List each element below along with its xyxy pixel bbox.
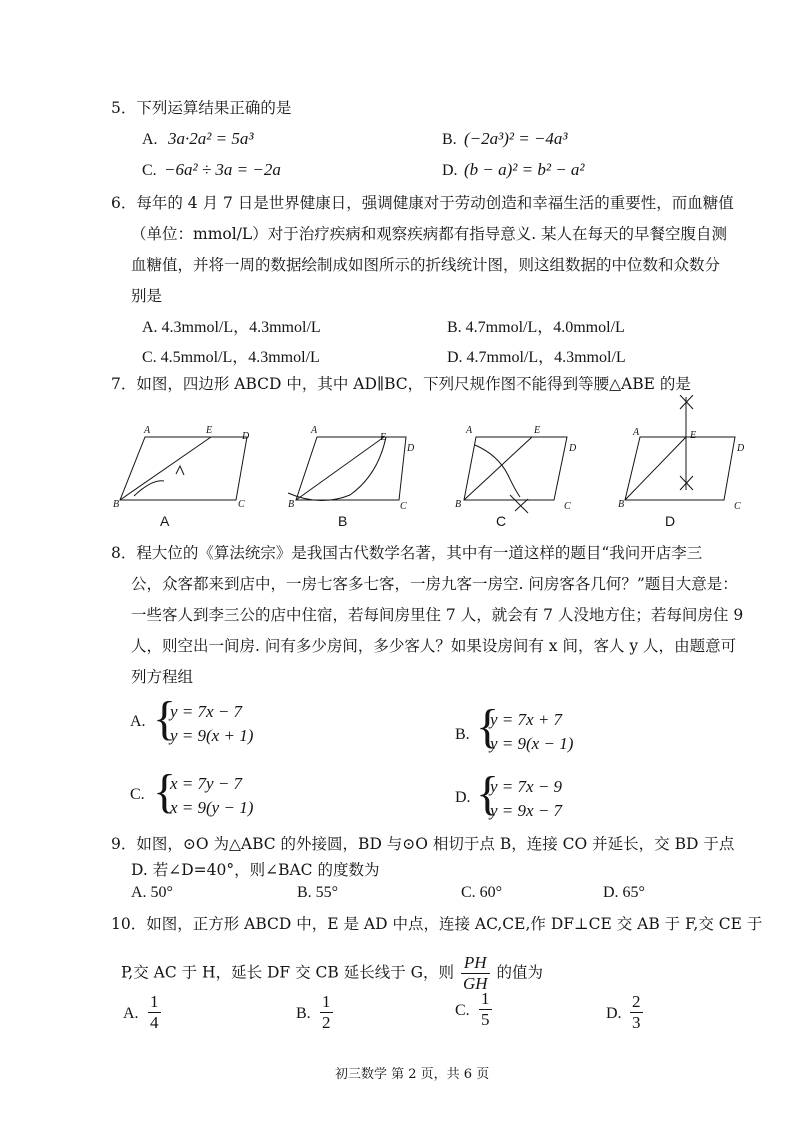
q6-line-1: 6．每年的 4 月 7 日是世界健康日，强调健康对于劳动创造和幸福生活的重要性，而血糖值 — [111, 194, 734, 212]
q7-c-vertex-a: A — [466, 425, 473, 436]
q10-option-c-letter: C. — [455, 1002, 470, 1019]
q10-option-d-fraction — [630, 992, 643, 1033]
q6-option-d: D. 4.7mmol/L，4.3mmol/L — [447, 349, 626, 366]
q7-figure-a — [120, 437, 247, 500]
q7-b-vertex-c: C — [400, 501, 407, 512]
q7-b-vertex-d: D — [407, 443, 415, 454]
q8-option-c-letter: C. — [130, 786, 145, 803]
q10-option-a-den: 4 — [150, 1013, 159, 1032]
q8-option-b-eq2: y = 9(x − 1) — [490, 734, 574, 753]
q6-line-2: （单位：mmol/L）对于治疗疾病和观察疾病都有指导意义. 某人在每天的早餐空腹自测 — [131, 225, 728, 243]
page-footer: 初三数学 第 2 页，共 6 页 — [335, 1067, 490, 1082]
q8-option-d-brace: { — [476, 767, 500, 820]
q10-option-a-letter: A. — [123, 1005, 139, 1022]
q10-option-a-num: 1 — [150, 992, 159, 1011]
q7-figure-c — [464, 437, 567, 513]
q10-option-c-num: 1 — [481, 989, 490, 1008]
q10-option-b-fraction — [320, 992, 333, 1033]
q7-b-vertex-b: B — [288, 499, 295, 510]
q7-caption-c: C — [496, 513, 507, 529]
q6-option-c: C. 4.5mmol/L，4.3mmol/L — [142, 349, 320, 366]
q5-option-b-expr: (−2a³)² = −4a³ — [464, 129, 568, 148]
q7-d-vertex-a: A — [633, 427, 640, 438]
q5-option-c-expr: −6a² ÷ 3a = −2a — [164, 160, 281, 179]
q10-line-2-end: 的值为 — [496, 963, 543, 982]
q8-option-b-brace: { — [476, 700, 500, 753]
q5-option-a-expr: 3a·2a² = 5a³ — [168, 129, 254, 148]
q8-option-c-eq1: x = 7y − 7 — [170, 774, 243, 793]
q8-line-1: 8．程大位的《算法统宗》是我国古代数学名著，其中有一道这样的题目“我问开店李三 — [111, 544, 703, 562]
q10-option-a-fraction — [148, 992, 161, 1033]
q5-option-c-letter: C. — [142, 162, 157, 179]
q10-line-2 — [121, 953, 543, 994]
q7-b-vertex-e: E — [380, 432, 387, 443]
q8-option-b-eq1: y = 7x + 7 — [490, 710, 563, 729]
q5-stem: 5．下列运算结果正确的是 — [111, 99, 292, 117]
q10-option-b-num: 1 — [322, 992, 331, 1011]
q7-d-vertex-b: B — [618, 499, 625, 510]
q7-caption-d: D — [665, 513, 676, 529]
q5-option-d-letter: D. — [442, 162, 458, 179]
q6-line-4: 别是 — [131, 287, 163, 305]
q10-option-d-num: 2 — [632, 992, 641, 1011]
q10-option-d-den: 3 — [632, 1013, 641, 1032]
q7-c-vertex-e: E — [534, 425, 541, 436]
q7-figures — [110, 395, 760, 530]
q8-option-b-letter: B. — [455, 726, 470, 743]
q8-option-a-eq1: y = 7x − 7 — [170, 702, 243, 721]
q8-option-d-eq2: y = 9x − 7 — [490, 801, 563, 820]
q7-c-vertex-c: C — [564, 501, 571, 512]
q10-fraction — [461, 953, 490, 994]
q5-option-d-expr: (b − a)² = b² − a² — [464, 160, 585, 179]
q7-d-vertex-e: E — [690, 430, 697, 441]
q9-line-2: D. 若∠D=40°，则∠BAC 的度数为 — [131, 861, 380, 879]
q9-option-a: A. 50° — [131, 884, 173, 901]
q8-line-4: 人，则空出一间房. 问有多少房间，多少客人？如果设房间有 x 间，客人 y 人，由题意可 — [131, 637, 737, 655]
q10-option-b-letter: B. — [296, 1005, 311, 1022]
q10-option-c-den: 5 — [481, 1010, 490, 1029]
q8-option-c-system — [170, 772, 253, 820]
q8-option-a-brace: { — [153, 692, 177, 745]
q10-line-2-text: P,交 AC 于 H，延长 DF 交 CB 延长线于 G，则 — [121, 963, 455, 982]
q7-stem: 7．如图，四边形 ABCD 中，其中 AD∥BC，下列尺规作图不能得到等腰△ABE 的是 — [111, 375, 691, 393]
q8-line-5: 列方程组 — [131, 668, 194, 686]
q7-caption-a: A — [160, 513, 170, 529]
q7-c-vertex-b: B — [455, 499, 462, 510]
q10-option-c-fraction — [479, 989, 492, 1030]
q5-option-a-letter: A. — [142, 131, 158, 148]
q7-c-vertex-d: D — [569, 443, 577, 454]
q8-line-2: 公，众客都来到店中，一房七客多七客，一房九客一房空. 问房客各几何？”题目大意是： — [131, 575, 738, 593]
q7-a-vertex-e: E — [206, 425, 213, 436]
q9-line-1: 9．如图，⊙O 为△ABC 的外接圆，BD 与⊙O 相切于点 B，连接 CO 并延长，交 BD 于点 — [111, 835, 735, 853]
q7-d-vertex-d: D — [737, 443, 745, 454]
q8-option-d-letter: D. — [455, 789, 471, 806]
q9-option-d: D. 65° — [603, 884, 645, 901]
q7-figure-b — [288, 437, 406, 501]
q7-caption-b: B — [338, 513, 348, 529]
q6-line-3: 血糖值，并将一周的数据绘制成如图所示的折线统计图，则这组数据的中位数和众数分 — [131, 256, 721, 274]
q7-a-vertex-a: A — [144, 425, 151, 436]
q7-figure-d — [625, 395, 735, 500]
q9-option-b: B. 55° — [297, 884, 339, 901]
q7-a-vertex-d: D — [242, 431, 250, 442]
q8-option-c-brace: { — [153, 765, 177, 818]
q8-option-d-system — [490, 775, 562, 823]
q6-option-b: B. 4.7mmol/L，4.0mmol/L — [447, 319, 625, 336]
q6-option-a: A. 4.3mmol/L，4.3mmol/L — [142, 319, 321, 336]
q7-a-vertex-c: C — [238, 499, 245, 510]
q10-option-d-letter: D. — [606, 1005, 622, 1022]
q8-option-a-system — [170, 700, 253, 748]
q8-option-a-letter: A. — [130, 713, 146, 730]
q8-option-b-system — [490, 708, 573, 756]
q7-b-vertex-a: A — [311, 425, 318, 436]
q8-option-c-eq2: x = 9(y − 1) — [170, 798, 254, 817]
q8-option-a-eq2: y = 9(x + 1) — [170, 726, 254, 745]
q7-a-vertex-b: B — [113, 499, 120, 510]
q8-option-d-eq1: y = 7x − 9 — [490, 777, 563, 796]
q5-option-b-letter: B. — [442, 131, 457, 148]
q9-option-c: C. 60° — [461, 884, 503, 901]
q8-line-3: 一些客人到李三公的店中住宿，若每间房里住 7 人，就会有 7 人没地方住；若每间房住 9 — [131, 606, 744, 624]
q10-line-1: 10．如图，正方形 ABCD 中，E 是 AD 中点，连接 AC,CE,作 DF⊥CE 交 AB 于 F,交 CE 于 — [111, 915, 763, 933]
q10-fraction-denominator: GH — [462, 974, 488, 993]
q7-d-vertex-c: C — [734, 501, 741, 512]
q10-fraction-numerator: PH — [461, 953, 490, 974]
q10-option-b-den: 2 — [322, 1013, 331, 1032]
